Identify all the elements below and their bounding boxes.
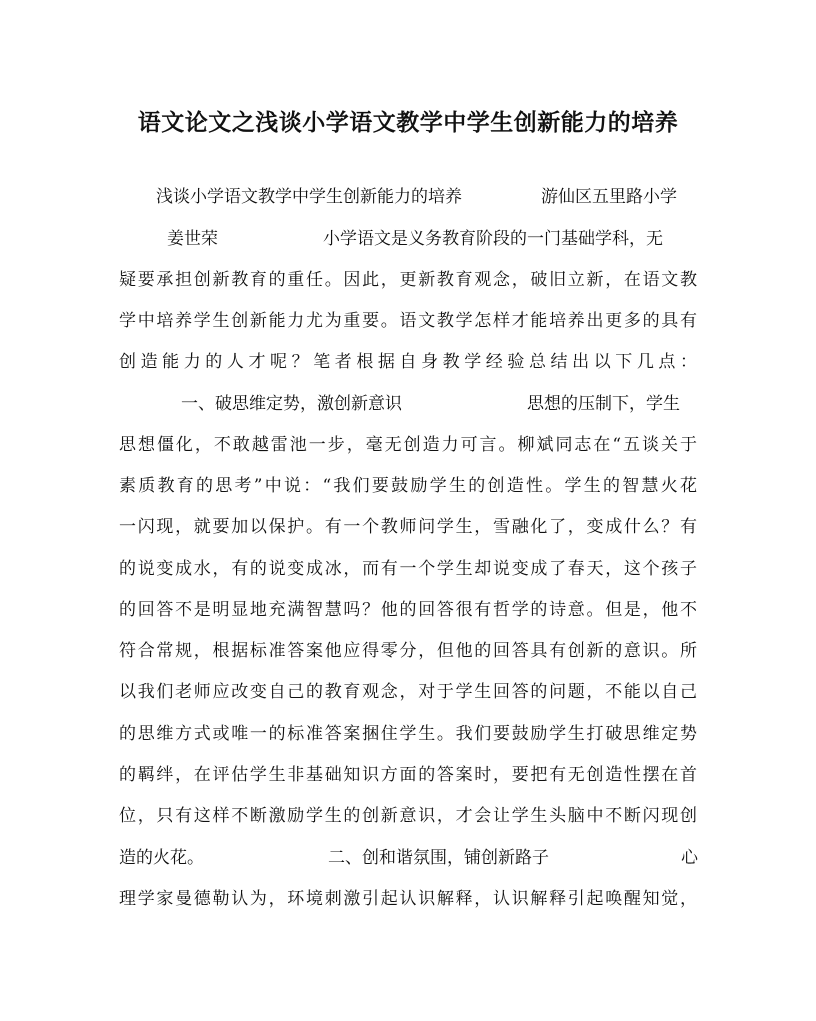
- paragraph-line: 的羁绊，在评估学生非基础知识方面的答案时，要把有无创造性摆在首: [119, 765, 697, 785]
- paragraph-line: 思想僵化，不敢越雷池一步，毫无创造力可言。柳斌同志在“五谈关于: [119, 435, 697, 455]
- paragraph-line: 疑要承担创新教育的重任。因此，更新教育观念，破旧立新，在语文教: [119, 270, 697, 290]
- paragraph-line: 的思维方式或唯一的标准答案捆住学生。我们要鼓励学生打破思维定势: [119, 724, 697, 744]
- intro-start-text: 小学语文是义务教育阶段的一门基础学科，无: [323, 229, 663, 249]
- paragraph-line: 的回答不是明显地充满智慧吗？他的回答很有哲学的诗意。但是，他不: [119, 600, 697, 620]
- paragraph-line: 素质教育的思考”中说：“我们要鼓励学生的创造性。学生的智慧火花: [119, 476, 697, 496]
- paragraph-line: 一闪现，就要加以保护。有一个教师问学生，雪融化了，变成什么？有: [119, 517, 697, 537]
- article-subtitle: 浅谈小学语文教学中学生创新能力的培养: [156, 187, 462, 207]
- paragraph-line: 符合常规，根据标准答案他应得零分，但他的回答具有创新的意识。所: [119, 641, 697, 661]
- author-name: 姜世荣: [167, 229, 218, 249]
- section1-heading: 一、破思维定势，激创新意识: [181, 394, 402, 414]
- document-title: 语文论文之浅谈小学语文教学中学生创新能力的培养: [137, 109, 679, 136]
- section1-start-text: 思想的压制下，学生: [527, 394, 680, 414]
- paragraph-line: 理学家曼德勒认为，环境刺激引起认识解释，认识解释引起唤醒知觉，: [119, 889, 697, 909]
- paragraph-line: 创造能力的人才呢？笔者根据自身教学经验总结出以下几点：: [119, 352, 697, 372]
- paragraph-line: 以我们老师应改变自己的教育观念，对于学生回答的问题，不能以自己: [119, 682, 697, 702]
- paragraph-line: 学中培养学生创新能力尤为重要。语文教学怎样才能培养出更多的具有: [119, 311, 697, 331]
- paragraph-line: 的说变成水，有的说变成冰，而有一个学生却说变成了春天，这个孩子: [119, 559, 697, 579]
- section2-start-text: 心: [681, 848, 698, 868]
- school-name: 游仙区五里路小学: [541, 187, 677, 207]
- paragraph-line: 位，只有这样不断激励学生的创新意识，才会让学生头脑中不断闪现创: [119, 806, 697, 826]
- section2-heading: 二、创和谐氛围，铺创新路子: [328, 848, 549, 868]
- section1-end-text: 造的火花。: [119, 848, 204, 868]
